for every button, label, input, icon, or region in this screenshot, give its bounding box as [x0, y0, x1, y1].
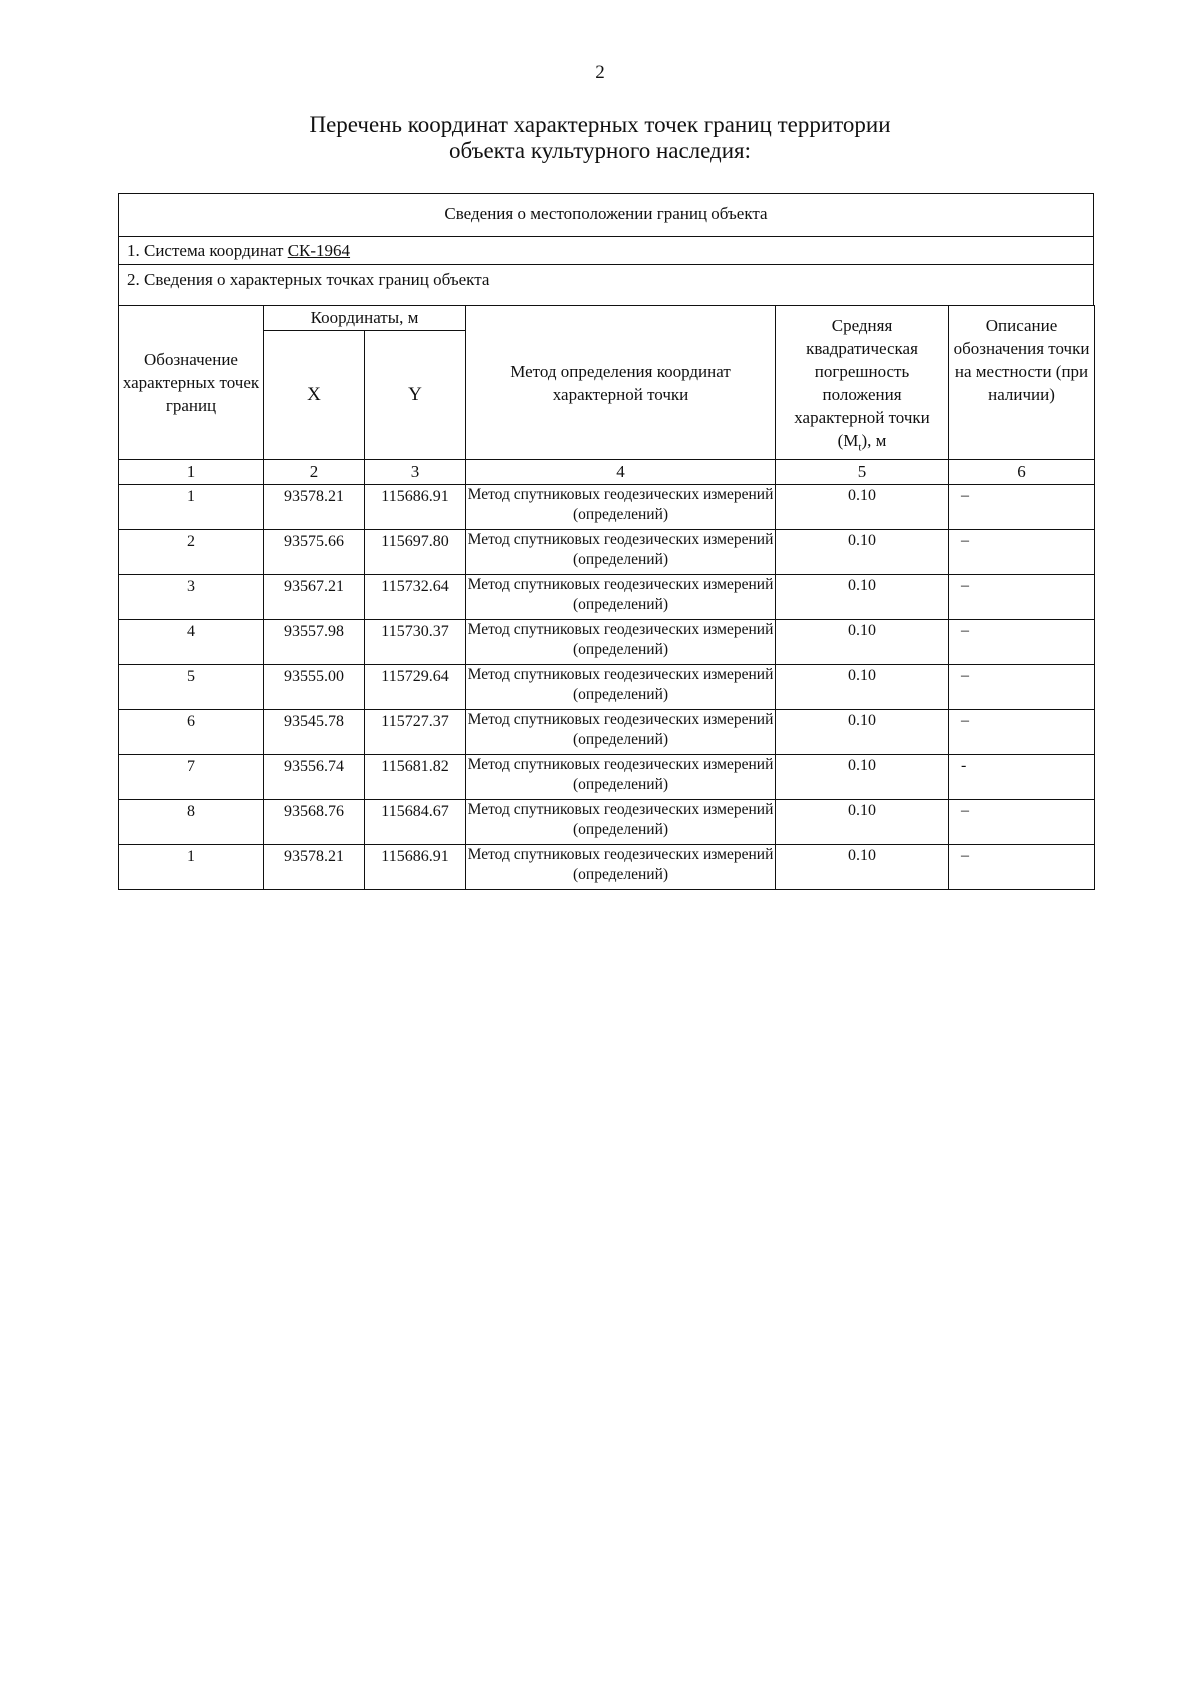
x-cell: 93578.21	[264, 485, 365, 530]
point-cell: 8	[119, 800, 264, 845]
method-cell: Метод спутниковых геодезических измерений (определений)	[466, 620, 776, 665]
coordinate-system-value: СК-1964	[287, 241, 351, 260]
description-cell: –	[949, 665, 1095, 710]
error-cell: 0.10	[776, 620, 949, 665]
error-cell: 0.10	[776, 530, 949, 575]
x-cell: 93567.21	[264, 575, 365, 620]
document-title-line-1: Перечень координат характерных точек границ территории	[309, 112, 891, 137]
method-cell: Метод спутниковых геодезических измерений (определений)	[466, 800, 776, 845]
points-section-header: 2. Сведения о характерных точках границ объекта	[118, 264, 1094, 305]
point-cell: 6	[119, 710, 264, 755]
boundary-coordinates-table	[118, 193, 1094, 890]
column-number: 1	[119, 460, 264, 485]
x-cell: 93545.78	[264, 710, 365, 755]
header-coordinates: Координаты, м	[264, 306, 466, 331]
error-cell: 0.10	[776, 665, 949, 710]
x-cell: 93575.66	[264, 530, 365, 575]
header-description: Описание обозначения точки на местности (при наличии)	[949, 306, 1095, 460]
error-cell: 0.10	[776, 755, 949, 800]
column-number: 4	[466, 460, 776, 485]
method-cell: Метод спутниковых геодезических измерений (определений)	[466, 530, 776, 575]
x-cell: 93557.98	[264, 620, 365, 665]
point-cell: 3	[119, 575, 264, 620]
coordinate-system-label: 1. Система координат	[127, 241, 288, 260]
column-header-row-1	[119, 306, 1095, 331]
x-cell: 93568.76	[264, 800, 365, 845]
table-row	[119, 710, 1095, 755]
method-cell: Метод спутниковых геодезических измерений (определений)	[466, 575, 776, 620]
table-row	[119, 575, 1095, 620]
method-cell: Метод спутниковых геодезических измерений (определений)	[466, 710, 776, 755]
method-cell: Метод спутниковых геодезических измерений (определений)	[466, 755, 776, 800]
description-cell: -	[949, 755, 1095, 800]
table-row	[119, 530, 1095, 575]
y-cell: 115697.80	[365, 530, 466, 575]
description-cell: –	[949, 575, 1095, 620]
header-x: X	[264, 331, 365, 460]
error-cell: 0.10	[776, 575, 949, 620]
y-cell: 115684.67	[365, 800, 466, 845]
points-table	[118, 305, 1095, 890]
point-cell: 4	[119, 620, 264, 665]
method-cell: Метод спутниковых геодезических измерений (определений)	[466, 665, 776, 710]
description-cell: –	[949, 710, 1095, 755]
table-row	[119, 800, 1095, 845]
error-cell: 0.10	[776, 710, 949, 755]
description-cell: –	[949, 485, 1095, 530]
y-cell: 115686.91	[365, 845, 466, 890]
method-cell: Метод спутниковых геодезических измерений (определений)	[466, 845, 776, 890]
method-cell: Метод спутниковых геодезических измерений (определений)	[466, 485, 776, 530]
coordinate-system-row	[118, 236, 1094, 264]
point-cell: 1	[119, 485, 264, 530]
point-cell: 7	[119, 755, 264, 800]
x-cell: 93556.74	[264, 755, 365, 800]
column-number: 6	[949, 460, 1095, 485]
column-number: 5	[776, 460, 949, 485]
y-cell: 115681.82	[365, 755, 466, 800]
y-cell: 115729.64	[365, 665, 466, 710]
description-cell: –	[949, 800, 1095, 845]
error-cell: 0.10	[776, 485, 949, 530]
table-row	[119, 485, 1095, 530]
header-y: Y	[365, 331, 466, 460]
y-cell: 115686.91	[365, 485, 466, 530]
page-number: 2	[595, 62, 605, 83]
table-row	[119, 845, 1095, 890]
error-cell: 0.10	[776, 845, 949, 890]
header-designation: Обозначение характерных точек границ	[119, 306, 264, 460]
y-cell: 115727.37	[365, 710, 466, 755]
y-cell: 115732.64	[365, 575, 466, 620]
document-title	[0, 112, 1200, 164]
table-row	[119, 620, 1095, 665]
description-cell: –	[949, 530, 1095, 575]
point-cell: 5	[119, 665, 264, 710]
column-number-row	[119, 460, 1095, 485]
table-row	[119, 755, 1095, 800]
point-cell: 2	[119, 530, 264, 575]
header-error	[776, 306, 949, 460]
document-title-line-2: объекта культурного наследия:	[448, 138, 752, 163]
header-error-text: Средняя квадратическая погрешность положения характерной точки $(M_t)$, м	[794, 316, 930, 454]
column-number: 3	[365, 460, 466, 485]
point-cell: 1	[119, 845, 264, 890]
table-row	[119, 665, 1095, 710]
column-number: 2	[264, 460, 365, 485]
x-cell: 93578.21	[264, 845, 365, 890]
error-cell: 0.10	[776, 800, 949, 845]
header-method: Метод определения координат характерной точки	[466, 306, 776, 460]
y-cell: 115730.37	[365, 620, 466, 665]
description-cell: –	[949, 620, 1095, 665]
section-header: Сведения о местоположении границ объекта	[118, 193, 1094, 236]
description-cell: –	[949, 845, 1095, 890]
x-cell: 93555.00	[264, 665, 365, 710]
